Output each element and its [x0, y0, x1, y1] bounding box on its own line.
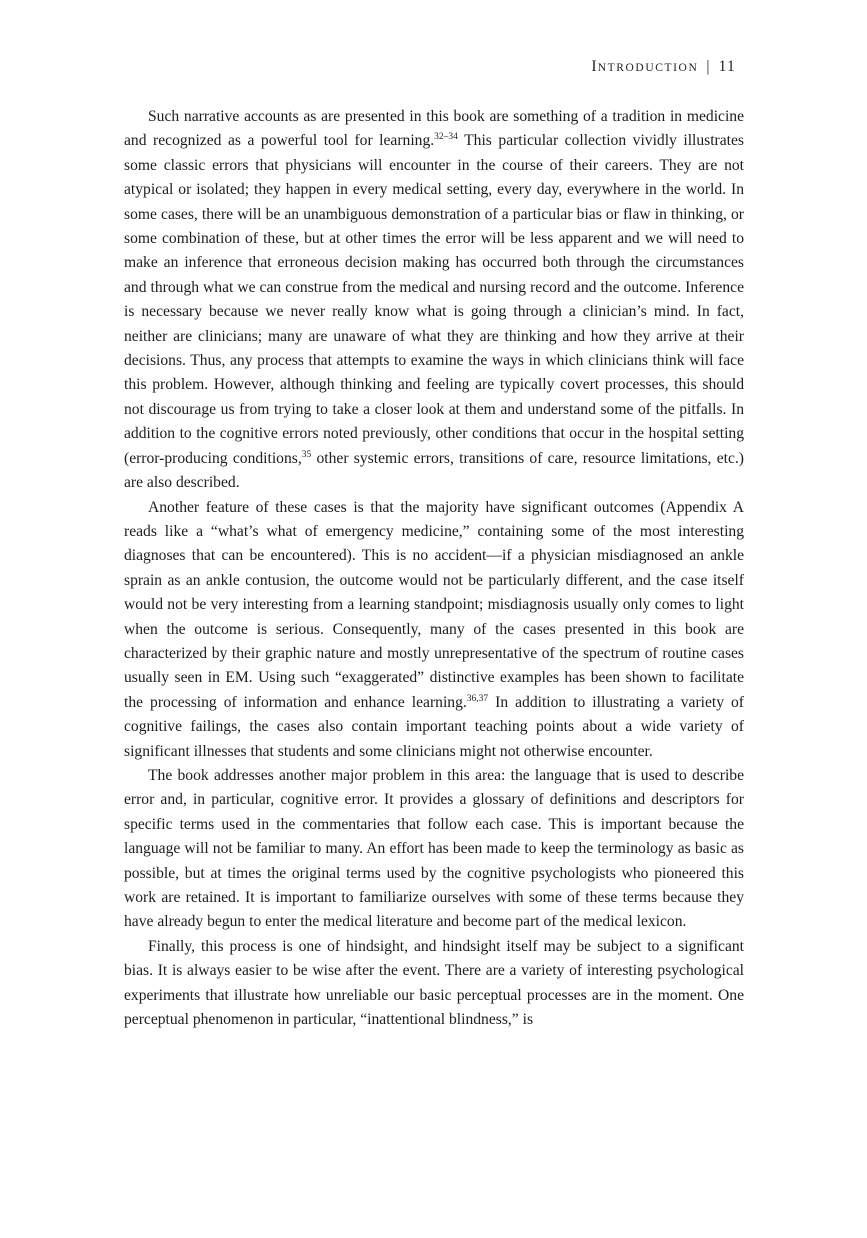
running-head — [591, 58, 736, 76]
page-number: 11 — [718, 58, 736, 75]
paragraph-text: This particular collection vividly illustrates some classic errors that physicians will encounter in the course of their careers. They are not atypical or isolated; they happen in every medical setting, every day, everywhere in the world. In some cases, there will be an unambiguous demonstration of a particular bias or flaw in thinking, or some combination of these, but at other times the error will be less apparent and we will need to make an inference that erroneous decision making has occurred both through the circumstances and through what we can construe from the medical and nursing record and the outcome. Inference is necessary because we never really know what is going through a clinician’s mind. In fact, neither are clinicians; many are unaware of what they are thinking and how they arrive at their decisions. Thus, any process that attempts to examine the ways in which clinicians think will face this problem. However, although thinking and feeling are typically covert processes, this should not discourage us from trying to take a closer look at them and understand some of the pitfalls. In addition to the cognitive errors noted previously, other conditions that occur in the hospital setting (error-producing conditions, — [124, 132, 744, 467]
citation-superscript: 35 — [301, 449, 312, 460]
paragraph-3 — [124, 764, 744, 935]
paragraph-text: In addition to illustrating a variety of cognitive failings, the cases also contain important teaching points about a wide variety of significant illnesses that students and some clinicians might not otherwise encounter. — [124, 693, 744, 760]
section-title-rest: NTRODUCTION — [597, 62, 699, 74]
citation-superscript: 36,37 — [466, 693, 489, 704]
header-separator: | — [706, 58, 711, 75]
paragraph-text: Such narrative accounts as are presented in this book are something of a tradition in medicine and recognized as a powerful tool for learning. — [124, 108, 744, 150]
paragraph-2 — [124, 496, 744, 764]
paragraph-text: Another feature of these cases is that the majority have significant outcomes (Appendix A reads like a “what’s what of emergency medicine,” containing some of the most interesting diagnoses that can be encountered). This is no accident—if a physician misdiagnosed an ankle sprain as an ankle contusion, the outcome would not be particularly different, and the case itself would not be very interesting from a learning standpoint; misdiagnosis usually only comes to light when the outcome is serious. Consequently, many of the cases presented in this book are characterized by their graphic nature and mostly unrepresentative of the spectrum of routine cases usually seen in EM. Using such “exaggerated” distinctive examples has been shown to facilitate the processing of information and enhance learning. — [124, 498, 744, 711]
paragraph-1 — [124, 105, 744, 496]
section-title-initial: I — [591, 58, 598, 75]
paragraph-text: Finally, this process is one of hindsight, and hindsight itself may be subject to a significant bias. It is always easier to be wise after the event. There are a variety of interesting psychological experiments that illustrate how unreliable our basic perceptual processes are in the moment. One perceptual phenomenon in particular, “inattentional blindness,” is — [124, 937, 744, 1029]
paragraph-text: The book addresses another major problem in this area: the language that is used to describe error and, in particular, cognitive error. It provides a glossary of definitions and descriptors for specific terms used in the commentaries that follow each case. This is important because the language will not be familiar to many. An effort has been made to keep the terminology as basic as possible, but at times the original terms used by the cognitive psychologists who pioneered this work are retained. It is important to familiarize ourselves with some of these terms because they have already begun to enter the medical literature and become part of the medical lexicon. — [124, 766, 744, 931]
paragraph-text: other systemic errors, transitions of care, resource limitations, etc.) are also described. — [124, 449, 744, 492]
body-text — [124, 105, 744, 1032]
citation-superscript: 32–34 — [434, 132, 458, 143]
paragraph-4 — [124, 935, 744, 1033]
